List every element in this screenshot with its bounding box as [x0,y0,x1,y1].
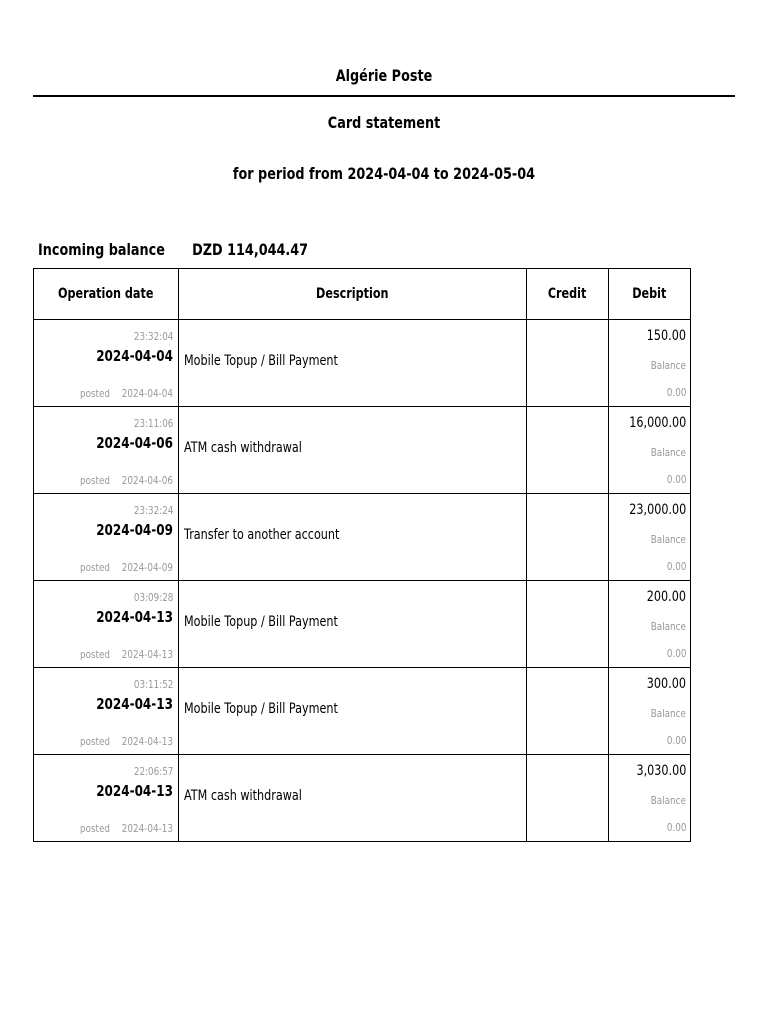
operation-time: 03:09:28 [133,591,173,604]
table-row [34,494,691,581]
operation-time: 23:32:04 [133,330,173,343]
incoming-balance-amount: DZD 114,044.47 [192,240,309,259]
transaction-description: Mobile Topup / Bill Payment [184,614,338,630]
credit-cell [527,581,609,668]
operation-time: 23:32:24 [133,504,173,517]
posted-date: 2024-04-13 [121,822,173,835]
transaction-description: ATM cash withdrawal [184,440,302,456]
operation-date: 2024-04-13 [96,608,173,626]
posted-label: posted [80,735,111,748]
description-cell [179,581,527,668]
column-header-debit: Debit [609,269,691,320]
operation-date: 2024-04-09 [96,521,173,539]
operation-date-cell [34,668,179,755]
operation-time: 22:06:57 [133,765,173,778]
credit-cell [527,320,609,407]
debit-cell [609,755,691,842]
debit-amount: 300.00 [646,676,686,692]
balance-label: Balance [650,359,686,372]
posted-date: 2024-04-04 [121,387,173,400]
operation-date-cell [34,494,179,581]
debit-amount: 16,000.00 [628,415,686,431]
description-cell [179,755,527,842]
posted-label: posted [80,387,111,400]
description-cell [179,320,527,407]
debit-cell [609,494,691,581]
posted-date: 2024-04-09 [121,561,173,574]
debit-cell [609,581,691,668]
debit-amount: 150.00 [646,328,686,344]
balance-label: Balance [650,620,686,633]
debit-amount: 200.00 [646,589,686,605]
transaction-description: ATM cash withdrawal [184,788,302,804]
table-row [34,668,691,755]
posted-label: posted [80,648,111,661]
incoming-balance-label: Incoming balance [38,240,165,259]
operation-date-cell [34,581,179,668]
transaction-description: Mobile Topup / Bill Payment [184,701,338,717]
table-row [34,320,691,407]
table-row [34,407,691,494]
column-header-operation-date: Operation date [34,269,179,320]
column-header-description: Description [179,269,527,320]
transaction-description: Mobile Topup / Bill Payment [184,353,338,369]
balance-label: Balance [650,707,686,720]
posted-label: posted [80,822,111,835]
incoming-balance [38,240,308,259]
balance-value: 0.00 [666,734,686,747]
operation-date-cell [34,755,179,842]
operation-time: 23:11:06 [133,417,173,430]
posted-date: 2024-04-13 [121,648,173,661]
balance-label: Balance [650,446,686,459]
operation-date: 2024-04-13 [96,782,173,800]
posted-label: posted [80,561,111,574]
operation-date: 2024-04-04 [96,347,173,365]
description-cell [179,407,527,494]
operation-date-cell [34,320,179,407]
credit-cell [527,668,609,755]
balance-label: Balance [650,533,686,546]
transaction-description: Transfer to another account [184,527,340,543]
table-row [34,755,691,842]
credit-cell [527,755,609,842]
credit-cell [527,494,609,581]
balance-value: 0.00 [666,386,686,399]
bank-name: Algérie Poste [335,66,433,85]
table-header-row [34,269,691,320]
statement-period: for period from 2024-04-04 to 2024-05-04 [232,164,536,183]
posted-date: 2024-04-06 [121,474,173,487]
statement-title: Card statement [327,113,441,132]
debit-cell [609,668,691,755]
posted-date: 2024-04-13 [121,735,173,748]
posted-label: posted [80,474,111,487]
debit-amount: 23,000.00 [628,502,686,518]
description-cell [179,668,527,755]
operation-date: 2024-04-13 [96,695,173,713]
debit-cell [609,407,691,494]
operation-date-cell [34,407,179,494]
description-cell [179,494,527,581]
balance-value: 0.00 [666,560,686,573]
operation-time: 03:11:52 [133,678,173,691]
balance-value: 0.00 [666,821,686,834]
balance-label: Balance [650,794,686,807]
debit-amount: 3,030.00 [636,763,686,779]
debit-cell [609,320,691,407]
balance-value: 0.00 [666,473,686,486]
balance-value: 0.00 [666,647,686,660]
column-header-credit: Credit [527,269,609,320]
operation-date: 2024-04-06 [96,434,173,452]
credit-cell [527,407,609,494]
header-divider [33,95,735,97]
table-row [34,581,691,668]
transactions-table [33,268,691,842]
